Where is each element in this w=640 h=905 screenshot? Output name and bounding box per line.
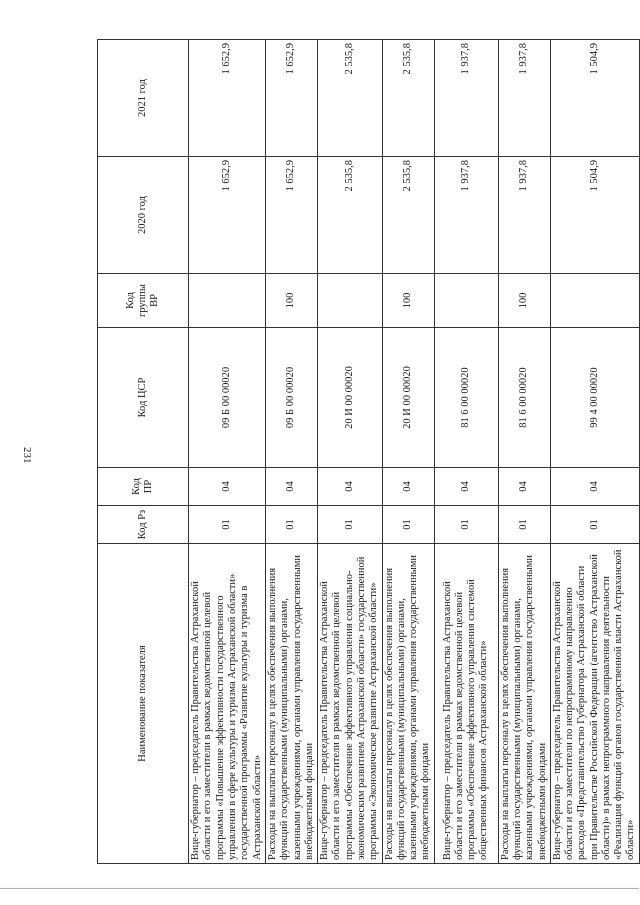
cell-name: Расходы на выплаты персоналу в целях обеспечения выполнения функций государственными (муниципальными) органами, казенными учреждениями, органами управления государственными внебюджетными фондами: [382, 544, 434, 864]
header-2021: 2021 год: [98, 40, 189, 157]
cell-pr: 04: [318, 468, 382, 506]
rotated-table-container: [97, 40, 637, 864]
cell-2021: 2 535,8: [318, 40, 382, 157]
cell-csr: 81 6 00 00020: [434, 328, 498, 468]
cell-2020: 2 535,8: [318, 157, 382, 274]
cell-pr: 04: [550, 468, 639, 506]
cell-2021: 1 937,8: [434, 40, 498, 157]
header-name: Наименование показателя: [98, 544, 189, 864]
page-number: 231: [21, 447, 33, 464]
cell-vr: [550, 274, 639, 328]
cell-pr: 04: [382, 468, 434, 506]
header-rz: Код Рз: [98, 506, 189, 544]
cell-csr: 20 И 00 00020: [318, 328, 382, 468]
cell-vr: [434, 274, 498, 328]
header-csr: Код ЦСР: [98, 328, 189, 468]
cell-2020: 1 937,8: [434, 157, 498, 274]
cell-vr: [189, 274, 266, 328]
table-row: [498, 40, 550, 864]
cell-csr: 09 Б 00 00020: [189, 328, 266, 468]
cell-pr: 04: [434, 468, 498, 506]
cell-name: Расходы на выплаты персоналу в целях обеспечения выполнения функций государственными (муниципальными) органами, казенными учреждениями, органами управления государственными внебюджетными фондами: [498, 544, 550, 864]
table-row: [550, 40, 639, 864]
cell-rz: 01: [498, 506, 550, 544]
cell-vr: 100: [498, 274, 550, 328]
cell-vr: 100: [382, 274, 434, 328]
cell-2021: 1 504,9: [550, 40, 639, 157]
cell-2021: 1 652,9: [189, 40, 266, 157]
cell-name: Вице-губернатор – председатель Правительства Астраханской области и его заместители по непрограммному направлению расходов «Представительство Губернатора Астраханской области при Правительстве Российской Федерации (агентство Астраханской области)» в рамках непрограммного направления деятельности «Реализация функций органов государственной власти Астраханской области»: [550, 544, 639, 864]
cell-rz: 01: [266, 506, 318, 544]
cell-vr: 100: [266, 274, 318, 328]
cell-name: Вице-губернатор – председатель Правительства Астраханской области и его заместители в рамках ведомственной целевой программы «Обеспечение эффективного управления социально-экономическим развитием Астраханской области» государственной программы «Экономическое развитие Астраханской области»: [318, 544, 382, 864]
rotated-page-region: [97, 40, 637, 864]
cell-name: Расходы на выплаты персоналу в целях обеспечения выполнения функций государственными (муниципальными) органами, казенными учреждениями, органами управления государственными внебюджетными фондами: [266, 544, 318, 864]
header-row: [98, 40, 189, 864]
cell-2020: 1 504,9: [550, 157, 639, 274]
cell-pr: 04: [189, 468, 266, 506]
table-row: [318, 40, 382, 864]
cell-rz: 01: [550, 506, 639, 544]
table-row: [382, 40, 434, 864]
cell-csr: 20 И 00 00020: [382, 328, 434, 468]
cell-csr: 99 4 00 00020: [550, 328, 639, 468]
cell-pr: 04: [498, 468, 550, 506]
cell-vr: [318, 274, 382, 328]
bottom-edge-line: [0, 888, 639, 889]
cell-2020: 1 652,9: [266, 157, 318, 274]
cell-name: Вице-губернатор – председатель Правительства Астраханской области и его заместители в рамках ведомственной целевой программы «Обеспечение эффективного управления системой общественных финансов Астраханской области»: [434, 544, 498, 864]
cell-2021: 1 652,9: [266, 40, 318, 157]
cell-rz: 01: [318, 506, 382, 544]
table-row: [434, 40, 498, 864]
header-vr: Код группы ВР: [98, 274, 189, 328]
cell-2020: 1 937,8: [498, 157, 550, 274]
table-header: [98, 40, 189, 864]
table-row: [266, 40, 318, 864]
cell-name: Вице-губернатор – председатель Правительства Астраханской области и его заместители в рамках ведомственной целевой программы «Повышение эффективности государственного управления в сфере культуры и туризма Астраханской области» государственной программы «Развитие культуры и туризма в Астраханской области»: [189, 544, 266, 864]
table-body: [189, 40, 640, 864]
budget-table: [97, 39, 640, 864]
cell-2020: 2 535,8: [382, 157, 434, 274]
table-row: [189, 40, 266, 864]
cell-csr: 81 6 00 00020: [498, 328, 550, 468]
cell-rz: 01: [382, 506, 434, 544]
cell-pr: 04: [266, 468, 318, 506]
cell-2020: 1 652,9: [189, 157, 266, 274]
header-pr: Код ПР: [98, 468, 189, 506]
cell-csr: 09 Б 00 00020: [266, 328, 318, 468]
cell-rz: 01: [189, 506, 266, 544]
cell-2021: 1 937,8: [498, 40, 550, 157]
cell-rz: 01: [434, 506, 498, 544]
header-2020: 2020 год: [98, 157, 189, 274]
cell-2021: 2 535,8: [382, 40, 434, 157]
